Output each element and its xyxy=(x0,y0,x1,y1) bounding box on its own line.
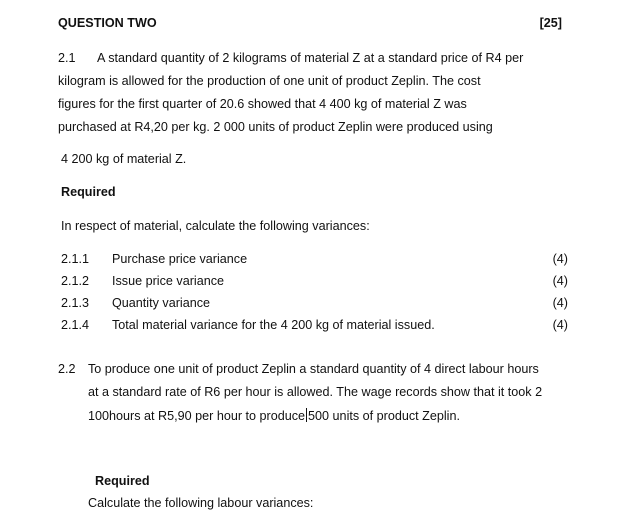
item-label: Issue price variance xyxy=(112,274,224,288)
text-cursor xyxy=(306,408,307,422)
q22-number: 2.2 xyxy=(58,362,76,376)
question-marks: [25] xyxy=(539,16,562,30)
q21-instruction: In respect of material, calculate the following variances: xyxy=(61,219,370,233)
item-marks: (4) xyxy=(552,296,568,310)
q21-line-2: kilogram is allowed for the production of one unit of product Zeplin. The cost xyxy=(58,74,481,88)
q21-line-4: purchased at R4,20 per kg. 2 000 units of product Zeplin were produced using xyxy=(58,120,493,134)
q21-line-5: 4 200 kg of material Z. xyxy=(61,152,187,166)
item-label: Total material variance for the 4 200 kg of material issued. xyxy=(112,318,435,332)
q22-line-3-start: 100hours at R5,90 per hour to produce xyxy=(88,409,306,423)
item-number: 2.1.2 xyxy=(61,274,90,288)
item-marks: (4) xyxy=(552,252,568,266)
q22-required-heading: Required xyxy=(95,474,150,488)
q21-number: 2.1 xyxy=(58,51,76,65)
q22-line-3 xyxy=(88,408,460,423)
q21-required-heading: Required xyxy=(61,185,116,199)
item-label: Quantity variance xyxy=(112,296,211,310)
item-number: 2.1.4 xyxy=(61,318,90,332)
question-title: QUESTION TWO xyxy=(58,16,157,30)
q21-line-3: figures for the first quarter of 20.6 showed that 4 400 kg of material Z was xyxy=(58,97,467,111)
q22-line-3-end: 500 units of product Zeplin. xyxy=(308,409,460,423)
q22-instruction: Calculate the following labour variances: xyxy=(88,496,314,510)
q22-line-1: To produce one unit of product Zeplin a standard quantity of 4 direct labour hours xyxy=(88,362,539,376)
item-label: Purchase price variance xyxy=(112,252,248,266)
item-number: 2.1.3 xyxy=(61,296,90,310)
item-marks: (4) xyxy=(552,274,568,288)
item-number: 2.1.1 xyxy=(61,252,90,266)
q21-line-1: A standard quantity of 2 kilograms of material Z at a standard price of R4 per xyxy=(97,51,524,65)
q22-line-2: at a standard rate of R6 per hour is allowed. The wage records show that it took 2 xyxy=(88,385,543,399)
item-marks: (4) xyxy=(552,318,568,332)
